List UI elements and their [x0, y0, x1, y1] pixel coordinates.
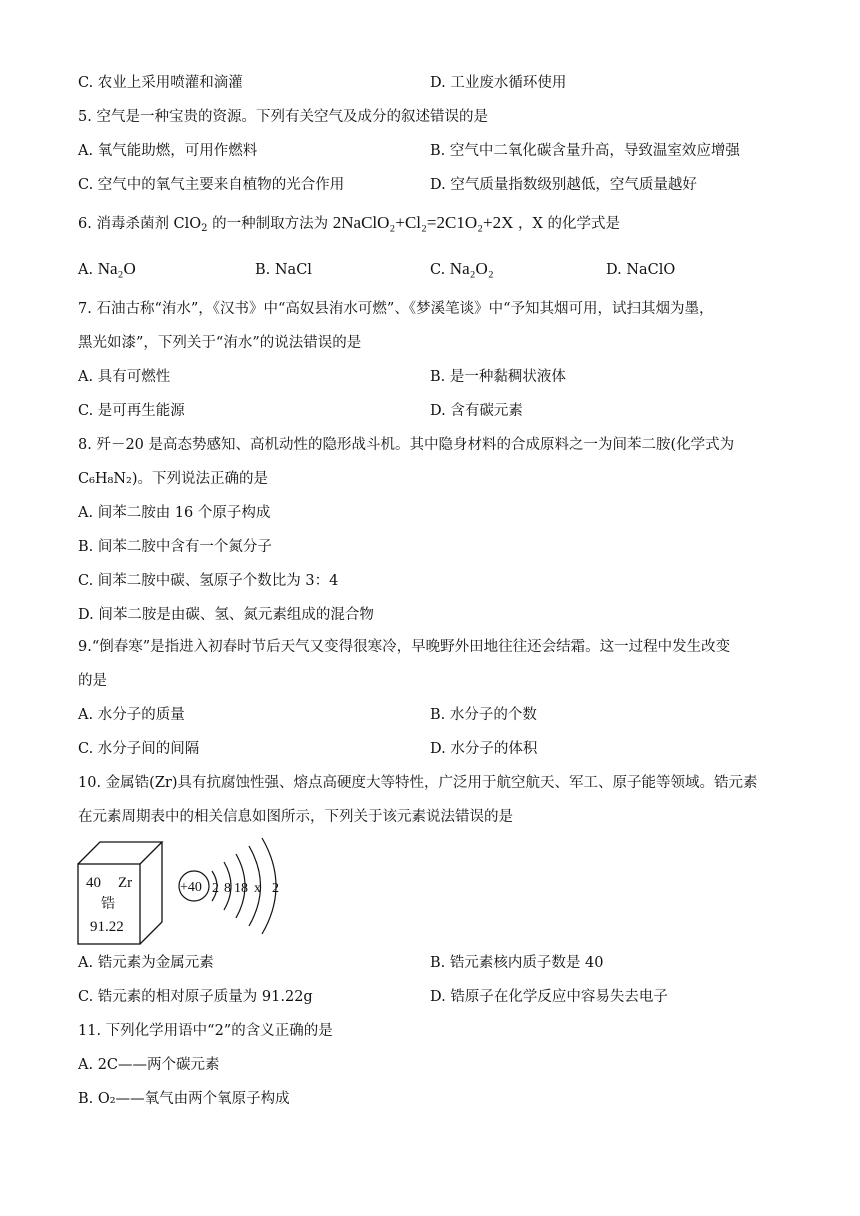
q6-option-b: B. NaCl [255, 262, 312, 278]
element-symbol: Zr [118, 875, 133, 891]
q9-stem-line2: 的是 [78, 673, 107, 689]
q11-option-a: A. 2C——两个碳元素 [78, 1057, 220, 1073]
shell-4-count: x [254, 881, 261, 896]
q8-stem-line2: C₆H₈N₂)。下列说法正确的是 [78, 471, 269, 487]
q6-option-a [78, 258, 136, 281]
q6-option-d: D. NaClO [606, 262, 676, 278]
q6-option-c-label: C. [430, 262, 446, 278]
q8-option-d: D. 间苯二胺是由碳、氢、氮元素组成的混合物 [78, 607, 374, 623]
q6-stem: 6. 消毒杀菌剂 ClO$_2$ 的一种制取方法为 2NaClO₂+Cl₂=2C1O₂+2X ，X 的化学式是 [78, 213, 620, 234]
q5-option-c: C. 空气中的氧气主要来自植物的光合作用 [78, 177, 345, 193]
nucleus-charge: +40 [180, 880, 202, 895]
q7-option-c: C. 是可再生能源 [78, 403, 185, 419]
q5-option-d: D. 空气质量指数级别越低，空气质量越好 [430, 177, 697, 193]
q8-option-b: B. 间苯二胺中含有一个氮分子 [78, 539, 272, 555]
q8-option-c: C. 间苯二胺中碳、氢原子个数比为 3：4 [78, 573, 339, 589]
q5-option-a: A. 氧气能助燃，可用作燃料 [78, 143, 258, 159]
q9-option-b: B. 水分子的个数 [430, 707, 537, 723]
q7-option-d: D. 含有碳元素 [430, 403, 523, 419]
atomic-mass: 91.22 [90, 919, 124, 935]
shell-5-count: 2 [272, 881, 279, 896]
q6-mid: 的一种制取方法为 [212, 216, 329, 232]
q5-option-b: B. 空气中二氧化碳含量升高，导致温室效应增强 [430, 143, 740, 159]
q6-option-a-label: A. [78, 262, 94, 278]
q5-stem: 5. 空气是一种宝贵的资源。下列有关空气及成分的叙述错误的是 [78, 109, 488, 125]
zirconium-figure [76, 834, 296, 946]
element-name: 锆 [101, 896, 115, 912]
q4-option-d: D. 工业废水循环使用 [430, 75, 567, 91]
q7-option-b: B. 是一种黏稠状液体 [430, 369, 566, 385]
q7-option-a: A. 具有可燃性 [78, 369, 171, 385]
q11-option-b: B. O₂——氧气由两个氧原子构成 [78, 1091, 290, 1107]
atomic-number: 40 [86, 875, 101, 891]
q7-stem-line1: 7. 石油古称“洧水”，《汉书》中“高奴县洧水可燃”、《梦溪笔谈》中“予知其烟可用，试扫其烟为墨， [78, 301, 714, 317]
q10-stem-line1: 10. 金属锆(Zr)具有抗腐蚀性强、熔点高硬度大等特性，广泛用于航空航天、军工、原子能等领域。锆元素 [78, 775, 758, 791]
atomic-structure-diagram [179, 838, 279, 934]
q6-suffix: ，X 的化学式是 [518, 216, 620, 232]
q6-prefix: 6. 消毒杀菌剂 ClO [78, 216, 202, 232]
q6-option-c [430, 258, 494, 281]
q6-equation: 2NaClO₂+Cl₂=2C1O₂+2X [332, 213, 514, 232]
q9-option-c: C. 水分子间的间隔 [78, 741, 200, 757]
shell-3-count: 18 [234, 881, 248, 896]
shell-1-count: 2 [212, 881, 219, 896]
q11-stem: 11. 下列化学用语中“2”的含义正确的是 [78, 1023, 333, 1039]
q7-stem-line2: 黑光如漆”，下列关于“洧水”的说法错误的是 [78, 335, 362, 351]
q10-option-d: D. 锆原子在化学反应中容易失去电子 [430, 989, 668, 1005]
q9-option-d: D. 水分子的体积 [430, 741, 538, 757]
q10-option-a: A. 锆元素为金属元素 [78, 955, 214, 971]
q4-option-c: C. 农业上采用喷灌和滴灌 [78, 75, 243, 91]
q10-stem-line2: 在元素周期表中的相关信息如图所示，下列关于该元素说法错误的是 [78, 809, 513, 825]
q8-option-a: A. 间苯二胺由 16 个原子构成 [78, 505, 271, 521]
q9-stem-line1: 9.“倒春寒”是指进入初春时节后天气又变得很寒冷，早晚野外田地往往还会结霜。这一过程中发生改变 [78, 639, 731, 655]
shell-2-count: 8 [224, 881, 231, 896]
q10-option-c: C. 锆元素的相对原子质量为 91.22g [78, 989, 313, 1005]
q8-stem-line1: 8. 歼－20 是高态势感知、高机动性的隐形战斗机。其中隐身材料的合成原料之一为间苯二胺(化学式为 [78, 437, 735, 453]
q6-option-c-formula: Na₂O₂ [449, 259, 494, 278]
q10-option-b: B. 锆元素核内质子数是 40 [430, 955, 604, 971]
q6-option-a-formula: Na₂O [97, 259, 136, 278]
q9-option-a: A. 水分子的质量 [78, 707, 185, 723]
